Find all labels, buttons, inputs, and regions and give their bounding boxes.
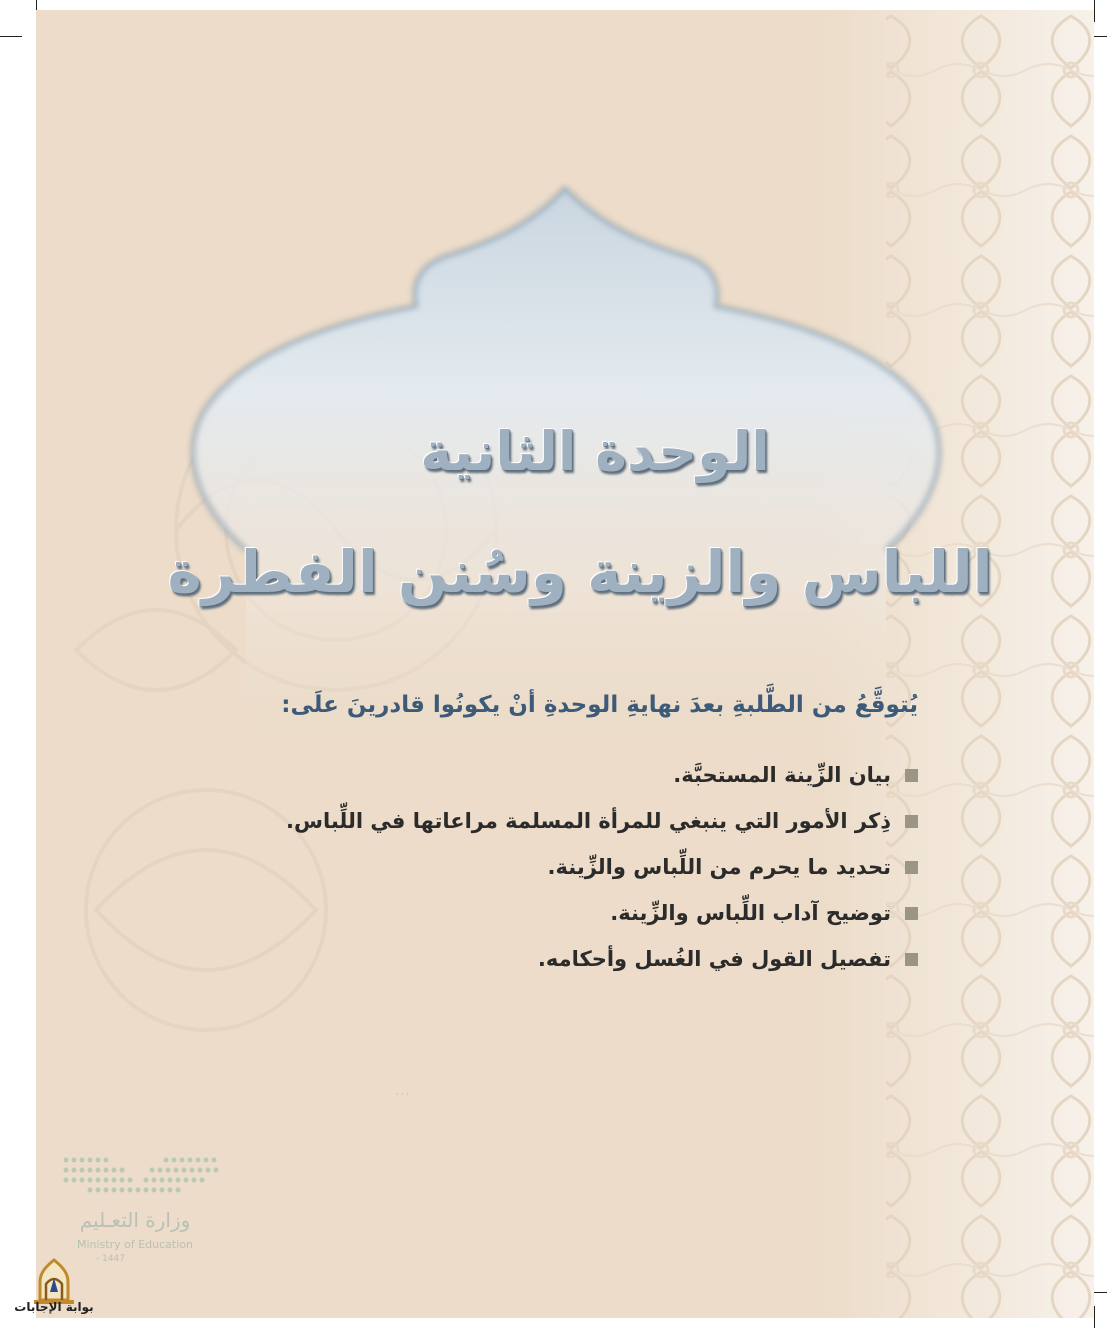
dome-arch-frame <box>36 10 1094 1318</box>
objective-text: تحديد ما يحرم من اللِّباس والزِّينة. <box>547 855 891 879</box>
ministry-year: - 1447 <box>96 1254 126 1264</box>
objective-text: توضيح آداب اللِّباس والزِّينة. <box>610 901 891 925</box>
unit-label: الوحدة الثانية <box>420 420 770 483</box>
list-item <box>286 844 918 890</box>
unit-title: اللباس والزينة وسُنن الفطرة <box>167 538 993 606</box>
list-item <box>286 890 918 936</box>
bullet-square-icon <box>905 815 918 828</box>
crop-mark <box>0 36 22 37</box>
crop-mark <box>1094 1306 1095 1328</box>
crop-mark <box>1094 0 1095 22</box>
objective-text: بيان الزِّينة المستحبَّة. <box>673 763 891 787</box>
bullet-square-icon <box>905 769 918 782</box>
objectives-list <box>286 752 918 982</box>
ministry-name-english: Ministry of Education <box>76 1238 193 1251</box>
print-specks: · · · <box>396 1090 409 1099</box>
list-item <box>286 798 918 844</box>
ministry-name-arabic: وزارة التعـليم <box>79 1208 191 1232</box>
textbook-page <box>36 10 1094 1318</box>
bullet-square-icon <box>905 861 918 874</box>
bullet-square-icon <box>905 907 918 920</box>
bullet-square-icon <box>905 953 918 966</box>
list-item <box>286 752 918 798</box>
objective-text: ذِكر الأمور التي ينبغي للمرأة المسلمة مراعاتها في اللِّباس. <box>286 809 891 833</box>
watermark-text: بوابة الإجابات <box>14 1300 94 1314</box>
objective-text: تفصيل القول في الغُسل وأحكامه. <box>537 947 891 971</box>
list-item <box>286 936 918 982</box>
objectives-intro: يُتوقَّعُ من الطَّلبةِ بعدَ نهايةِ الوحدةِ أنْ يكونُوا قادرينَ علَى: <box>281 692 918 718</box>
